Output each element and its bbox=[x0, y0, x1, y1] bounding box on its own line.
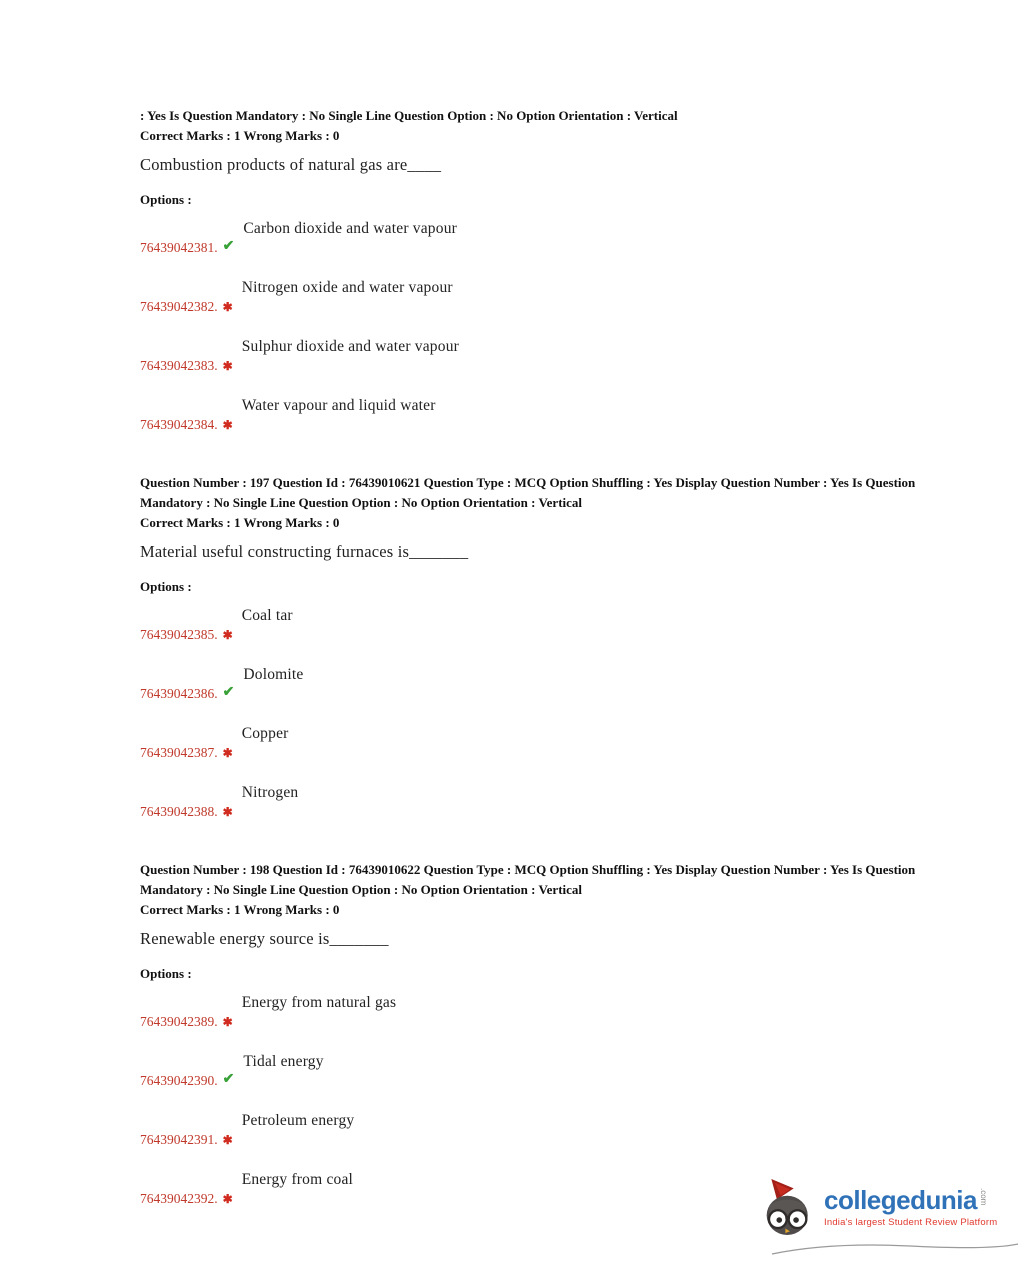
wrong-mark-icon: ✱ bbox=[222, 1015, 233, 1029]
question-marks: Correct Marks : 1 Wrong Marks : 0 bbox=[140, 515, 340, 530]
correct-mark-icon: ✔ bbox=[222, 239, 235, 254]
option-text: Dolomite bbox=[243, 666, 304, 683]
brand-suffix: .com bbox=[978, 1188, 988, 1206]
option-row bbox=[140, 338, 918, 374]
footer-curve-line bbox=[770, 1240, 1020, 1260]
option-row bbox=[140, 279, 918, 315]
question-meta: Question Number : 198 Question Id : 76439010622 Question Type : MCQ Option Shuffling : Yes Display Question Number : Yes Is Question Mandatory : No Single Line Question Option : No Option Orientation : Vertical bbox=[140, 862, 916, 897]
option-text: Sulphur dioxide and water vapour bbox=[241, 338, 460, 355]
wrong-mark-icon: ✱ bbox=[222, 300, 233, 314]
question-text: Combustion products of natural gas are____ bbox=[140, 155, 442, 174]
wrong-mark-icon: ✱ bbox=[222, 418, 233, 432]
option-id: 76439042383. bbox=[140, 358, 218, 373]
option-id: 76439042392. bbox=[140, 1191, 218, 1206]
wrong-mark-icon: ✱ bbox=[222, 359, 233, 373]
option-id: 76439042388. bbox=[140, 804, 218, 819]
option-text: Energy from natural gas bbox=[241, 994, 397, 1011]
option-id: 76439042384. bbox=[140, 417, 218, 432]
brand-tagline: India's largest Student Review Platform bbox=[824, 1217, 998, 1228]
collegedunia-watermark bbox=[762, 1176, 1012, 1238]
page-content bbox=[140, 106, 918, 1247]
correct-mark-icon: ✔ bbox=[222, 685, 235, 700]
options-label: Options : bbox=[140, 579, 192, 594]
question-marks: Correct Marks : 1 Wrong Marks : 0 bbox=[140, 902, 340, 917]
collegedunia-mascot-icon bbox=[762, 1176, 818, 1238]
option-row bbox=[140, 1112, 918, 1148]
option-row bbox=[140, 220, 918, 256]
option-id: 76439042385. bbox=[140, 627, 218, 642]
option-row bbox=[140, 994, 918, 1030]
option-id: 76439042391. bbox=[140, 1132, 218, 1147]
option-text: Nitrogen oxide and water vapour bbox=[241, 279, 453, 296]
options-list bbox=[140, 220, 918, 433]
question-marks: Correct Marks : 1 Wrong Marks : 0 bbox=[140, 128, 340, 143]
option-row bbox=[140, 784, 918, 820]
option-id: 76439042390. bbox=[140, 1073, 218, 1088]
option-text: Petroleum energy bbox=[241, 1112, 355, 1129]
wrong-mark-icon: ✱ bbox=[222, 628, 233, 642]
brand-name: collegedunia bbox=[824, 1185, 977, 1215]
question-text: Material useful constructing furnaces is_______ bbox=[140, 542, 469, 561]
option-id: 76439042382. bbox=[140, 299, 218, 314]
question-block-198 bbox=[140, 860, 918, 1207]
options-label: Options : bbox=[140, 966, 192, 981]
option-row bbox=[140, 666, 918, 702]
option-row bbox=[140, 397, 918, 433]
options-label: Options : bbox=[140, 192, 192, 207]
question-block-197 bbox=[140, 473, 918, 820]
option-text: Carbon dioxide and water vapour bbox=[243, 220, 458, 237]
option-row bbox=[140, 725, 918, 761]
question-meta: Question Number : 197 Question Id : 76439010621 Question Type : MCQ Option Shuffling : Yes Display Question Number : Yes Is Question Mandatory : No Single Line Question Option : No Option Orientation : Vertical bbox=[140, 475, 916, 510]
option-id: 76439042381. bbox=[140, 240, 218, 255]
option-id: 76439042386. bbox=[140, 686, 218, 701]
wrong-mark-icon: ✱ bbox=[222, 1192, 233, 1206]
brand-text bbox=[824, 1186, 997, 1228]
wrong-mark-icon: ✱ bbox=[222, 746, 233, 760]
option-text: Coal tar bbox=[241, 607, 293, 624]
option-id: 76439042389. bbox=[140, 1014, 218, 1029]
question-block-1 bbox=[140, 106, 918, 433]
option-text: Nitrogen bbox=[241, 784, 299, 801]
option-text: Tidal energy bbox=[243, 1053, 324, 1070]
options-list bbox=[140, 607, 918, 820]
wrong-mark-icon: ✱ bbox=[222, 1133, 233, 1147]
option-row bbox=[140, 1053, 918, 1089]
correct-mark-icon: ✔ bbox=[222, 1072, 235, 1087]
wrong-mark-icon: ✱ bbox=[222, 805, 233, 819]
brand-row bbox=[762, 1176, 1012, 1238]
option-text: Energy from coal bbox=[241, 1171, 354, 1188]
option-row bbox=[140, 607, 918, 643]
option-id: 76439042387. bbox=[140, 745, 218, 760]
question-meta: : Yes Is Question Mandatory : No Single Line Question Option : No Option Orientation : Vertical bbox=[140, 108, 678, 123]
option-text: Water vapour and liquid water bbox=[241, 397, 436, 414]
option-text: Copper bbox=[241, 725, 289, 742]
question-text: Renewable energy source is_______ bbox=[140, 929, 389, 948]
